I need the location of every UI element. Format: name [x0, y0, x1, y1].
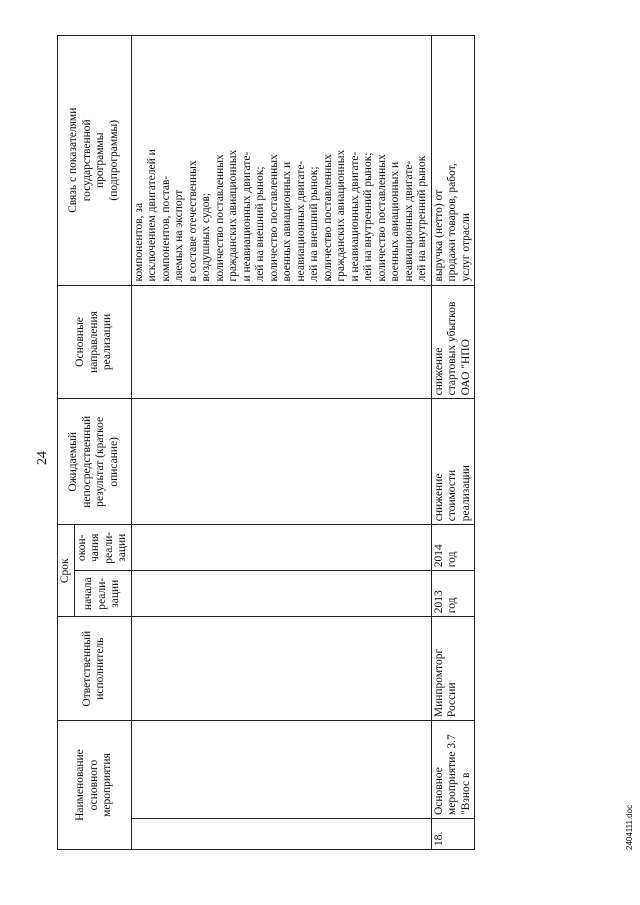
- cell-directions: снижение стартовых убытков ОАО "НПО: [431, 285, 475, 399]
- cell-start: 2013 год: [431, 571, 475, 617]
- cell-end: 2014 год: [431, 525, 475, 571]
- cell-link: выручка (нетто) от продажи товаров, работ, услуг отрасли: [431, 36, 475, 286]
- table-row-continued: [131, 36, 431, 850]
- page-number: 24: [35, 451, 50, 465]
- rotated-page-content: [35, 35, 640, 850]
- cell-row-number: 18.: [431, 819, 475, 850]
- header-start: начала реали- зации: [74, 571, 131, 617]
- cell-executor: Минпромторг России: [431, 617, 475, 721]
- header-term: Срок: [58, 525, 75, 617]
- table-row-18: [431, 36, 475, 850]
- program-table: [57, 35, 475, 850]
- cell-name: Основное мероприятие 3.7 "Взнос в: [431, 721, 475, 819]
- header-name: Наименование основного мероприятия: [58, 721, 132, 850]
- header-row-1: [58, 36, 75, 850]
- footer-filename: 2404111.doc: [625, 804, 634, 850]
- cell-result: снижение стоимости реализации: [431, 399, 475, 525]
- header-end: окон- чания реали- зации: [74, 525, 131, 571]
- header-directions: Основные направления реализации: [58, 285, 132, 399]
- header-link: Связь с показателями государственной программы (подпрограммы): [58, 36, 132, 286]
- header-executor: Ответственный исполнитель: [58, 617, 132, 721]
- cell-link-continued: компонентов, за исключением двигателей и компонентов, постав- ляемых на экспорт в составе отечественных воздушных судов; количество поставленных гражданских авиационных и неавиационных двигате- лей на внешний рынок; количество поставленных военных авиационных и неавиационных двигате- лей на внешний рынок; количество поставленных гражданских авиационных и неавиационных двигате- лей на внутренний рынок; количество поставленных военных авиационных и неавиационных двигате- лей на внутренний рынок: [131, 36, 431, 286]
- header-result: Ожидаемый непосредственный результат (краткое описание): [58, 399, 132, 525]
